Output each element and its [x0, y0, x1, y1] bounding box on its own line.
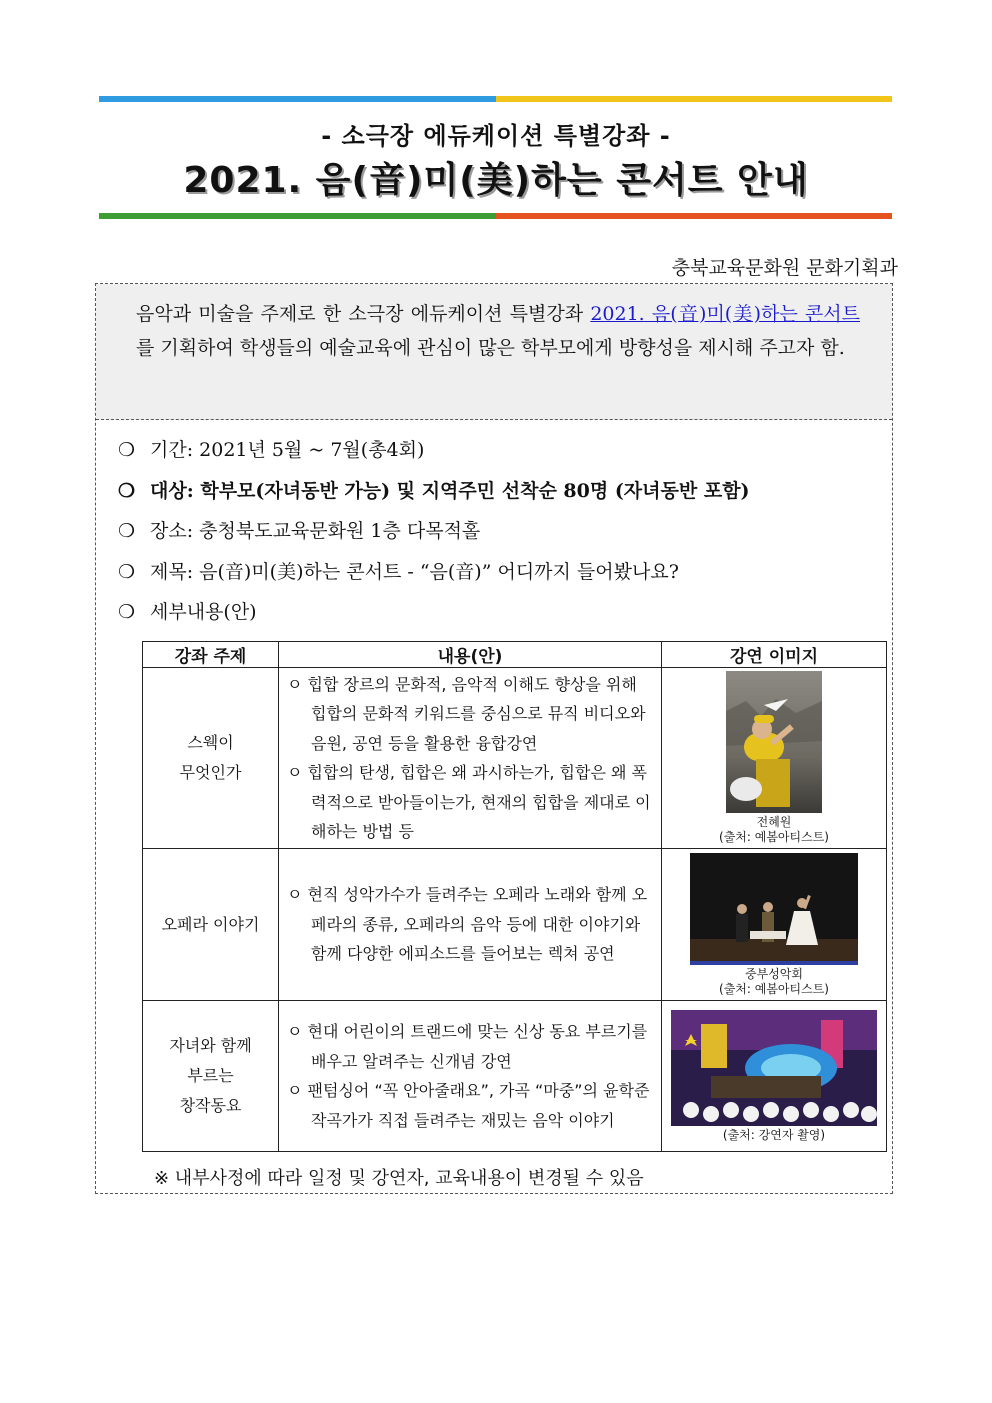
topic-text: 창작동요 [179, 1096, 242, 1115]
circle-bullet-icon: ❍ [118, 601, 136, 623]
page-title: 2021. 음(音)미(美)하는 콘서트 안내 [183, 160, 809, 201]
list-item-text: 세부내용(안) [150, 601, 257, 623]
header-bar-top-right [496, 96, 892, 102]
header-topic: 강좌 주제 [143, 642, 279, 668]
header-image: 강연 이미지 [662, 642, 887, 668]
image-cell [662, 1001, 887, 1152]
topic-text: 스웩이 [187, 733, 234, 752]
circle-bullet-icon: ❍ [118, 560, 136, 583]
list-item-text: 기간: 2021년 5월 ~ 7월(총4회) [150, 439, 425, 461]
list-item-target [118, 471, 888, 512]
list-item-venue [118, 511, 888, 552]
circle-bullet-icon: ❍ [118, 520, 136, 542]
image-source: (출처: 강연자 촬영) [722, 1127, 826, 1142]
topic-text: 오페라 이야기 [161, 914, 260, 934]
info-list [118, 430, 888, 633]
content-bullet: ㅇ 힙합 장르의 문화적, 음악적 이해도 향상을 위해 힙합의 문화적 키워드를 중심으로 뮤직 비디오와 음원, 공연 등을 활용한 융합강연 [287, 674, 646, 753]
list-item-text: 대상: 학부모(자녀동반 가능) 및 지역주민 선착순 80명 (자녀동반 포함) [150, 479, 750, 502]
image-cell [662, 849, 887, 1001]
image-source: (출처: 예봄아티스트) [719, 830, 829, 844]
image-cell [662, 668, 887, 849]
list-item-text: 제목: 음(音)미(美)하는 콘서트 - “음(音)” 어디까지 들어봤나요? [150, 560, 679, 583]
circle-bullet-icon: ❍ [118, 479, 136, 502]
topic-text: 자녀와 함께 [169, 1036, 252, 1055]
concert-title-link[interactable]: 2021. 음(音)미(美)하는 콘서트 [590, 303, 860, 325]
header-content: 내용(안) [279, 642, 662, 668]
topic-text: 무엇인가 [179, 763, 242, 782]
content-bullet: ㅇ 현대 어린이의 트랜드에 맞는 신상 동요 부르기를 배우고 알려주는 신개념 강연 [287, 1022, 648, 1071]
intro-paragraph [96, 284, 892, 420]
lecturer-photo-children-song [671, 1010, 877, 1126]
table-row [143, 1001, 887, 1152]
content-bullet: ㅇ 힙합의 탄생, 힙합은 왜 과시하는가, 힙합은 왜 폭력적으로 받아들이는가, 현재의 힙합을 제대로 이해하는 방법 등 [287, 763, 651, 841]
topic-cell [143, 1001, 279, 1152]
table-header-row [143, 642, 887, 668]
lecturer-photo-hiphop [726, 671, 822, 813]
lecture-table [142, 641, 887, 1152]
image-source: (출처: 예봄아티스트) [719, 981, 829, 996]
content-cell [279, 849, 662, 1001]
content-cell [279, 1001, 662, 1152]
header-bar-bottom-left [99, 213, 496, 219]
table-row [143, 668, 887, 849]
topic-cell [143, 849, 279, 1001]
list-item-subject [118, 552, 888, 593]
topic-text: 부르는 [187, 1066, 234, 1085]
footnote: ※ 내부사정에 따라 일정 및 강연자, 교육내용이 변경될 수 있음 [154, 1168, 644, 1189]
content-box [95, 283, 893, 1194]
list-item-text: 장소: 충청북도교육문화원 1층 다목적홀 [150, 520, 481, 542]
lecturer-photo-opera [690, 853, 858, 965]
header-bar-bottom-right [496, 213, 892, 219]
header-bar-top-left [99, 96, 496, 102]
intro-text-after: 를 기획하여 학생들의 예술교육에 관심이 많은 학부모에게 방향성을 제시해 주고자 함. [136, 337, 845, 359]
content-bullet: ㅇ 현직 성악가수가 들려주는 오페라 노래와 함께 오페라의 종류, 오페라의 음악 등에 대한 이야기와 함께 다양한 에피소드를 들어보는 렉쳐 공연 [287, 885, 648, 964]
circle-bullet-icon: ❍ [118, 439, 136, 461]
image-caption: 전혜원 [756, 815, 792, 829]
list-item-period [118, 430, 888, 471]
content-cell [279, 668, 662, 849]
department-label: 충북교육문화원 문화기획과 [671, 257, 898, 279]
list-item-details [118, 592, 888, 633]
image-caption: 중부성악회 [745, 966, 803, 981]
intro-text-before: 음악과 미술을 주제로 한 소극장 에듀케이션 특별강좌 [136, 303, 591, 325]
table-row [143, 849, 887, 1001]
topic-cell [143, 668, 279, 849]
page-subtitle: - 소극장 에듀케이션 특별강좌 - [321, 122, 671, 150]
content-bullet: ㅇ 팬텀싱어 “꼭 안아줄래요”, 가곡 “마중”의 윤학준 작곡가가 직접 들려주는 재밌는 음악 이야기 [287, 1081, 650, 1130]
